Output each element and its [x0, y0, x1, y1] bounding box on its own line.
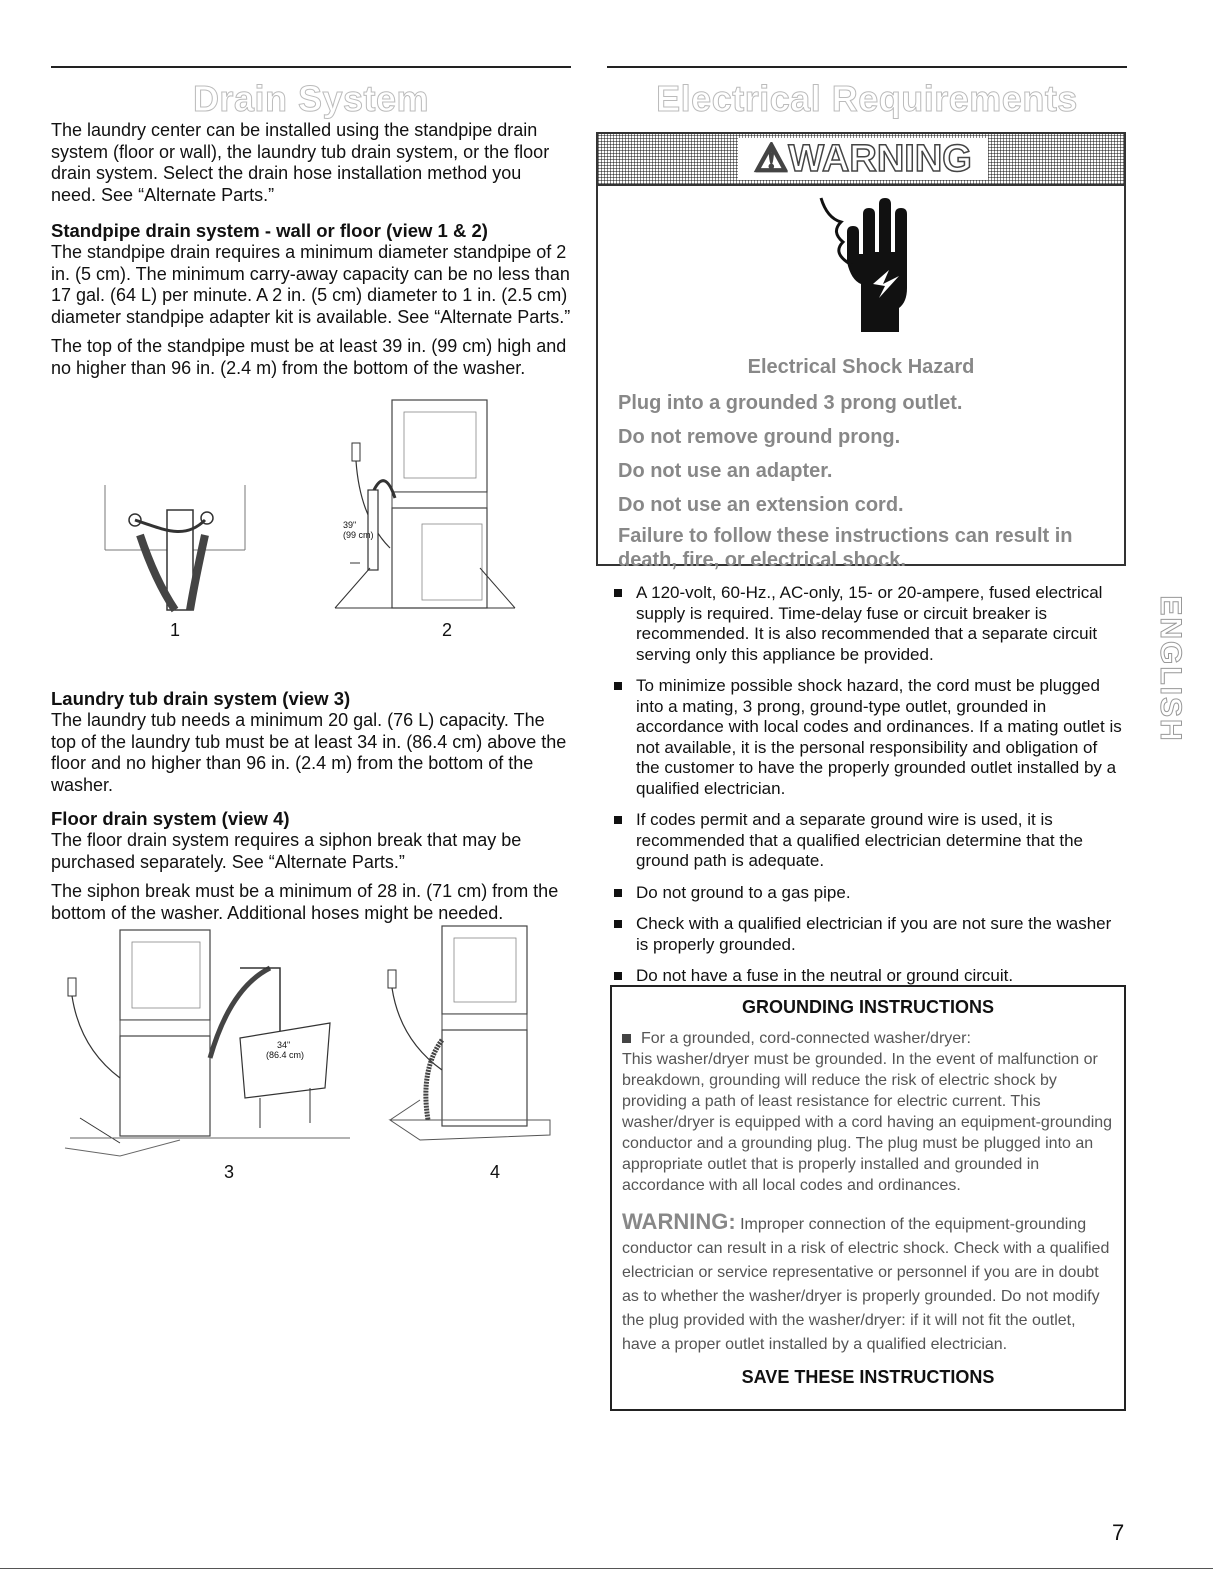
- list-item: If codes permit and a separate ground wire is used, it is recommended that a qualified electrician determine that the ground path is adequate.: [614, 810, 1124, 872]
- laundry-tub-p1: The laundry tub needs a minimum 20 gal. (76 L) capacity. The top of the laundry tub must be at least 34 in. (86.4 cm) above the floor and no higher than 96 in. (2.4 m) from the bottom of the washer.: [51, 710, 567, 795]
- right-top-rule: [607, 66, 1127, 68]
- bullet-icon: [614, 816, 622, 824]
- grounding-warning-label: WARNING:: [622, 1209, 736, 1234]
- figure-3-dim-b: (86.4 cm): [266, 1050, 305, 1060]
- figure-2-dim-a: 39": [343, 520, 357, 530]
- warning-word: ⚠WARNING: [738, 138, 988, 180]
- list-item: A 120-volt, 60-Hz., AC-only, 15- or 20-ampere, fused electrical supply is required. Time-delay fuse or circuit breaker is recommended. It is also recommended that a separate circuit serving only this appliance be provided.: [614, 583, 1124, 665]
- figure-1-number: 1: [170, 620, 181, 640]
- list-item: Do not have a fuse in the neutral or ground circuit.: [614, 966, 1124, 987]
- standpipe-p2: The top of the standpipe must be at least 39 in. (99 cm) high and no higher than 96 in. (2.4 m) from the bottom of the washer.: [51, 336, 567, 378]
- language-side-tab: ENGLISH: [1154, 595, 1187, 743]
- bullet-icon: [622, 1034, 631, 1043]
- grounding-title: GROUNDING INSTRUCTIONS: [742, 997, 994, 1017]
- left-top-rule: [51, 66, 571, 68]
- bullet-icon: [614, 889, 622, 897]
- figure-2-floor-standpipe: [330, 398, 520, 616]
- standpipe-p1: The standpipe drain requires a minimum diameter standpipe of 2 in. (5 cm). The minimum carry-away capacity can be no less than 17 gal. (64 L) per minute. A 2 in. (5 cm) diameter to 1 in. (2.5 cm) diameter standpipe adapter kit is available. See “Alternate Parts.”: [51, 242, 571, 327]
- hazard-line: Plug into a grounded 3 prong outlet.: [618, 392, 963, 414]
- figure-3-laundry-tub: [60, 928, 360, 1158]
- floor-drain-p2: The siphon break must be a minimum of 28 in. (71 cm) from the bottom of the washer. Additional hoses might be needed.: [51, 881, 559, 923]
- list-item: Do not ground to a gas pipe.: [614, 883, 1124, 904]
- hazard-line: Do not use an adapter.: [618, 460, 833, 482]
- grounding-lead: For a grounded, cord-connected washer/dryer:: [622, 1028, 1114, 1049]
- save-instructions: SAVE THESE INSTRUCTIONS: [741, 1367, 995, 1387]
- figure-3-number: 3: [224, 1162, 235, 1182]
- figure-1-wall-standpipe: [95, 480, 255, 615]
- list-item: Check with a qualified electrician if you are not sure the washer is properly grounded.: [614, 914, 1124, 955]
- grounding-warning: WARNING: Improper connection of the equipment-grounding conductor can result in a risk of electric shock. Check with a qualified electrician or service representative or personnel if you are in doubt as to whether the washer/dryer is properly grounded. Do not modify the plug provided with the washer/dryer: if it will not fit the outlet, have a proper outlet installed by a qualified electrician.: [622, 1209, 1110, 1353]
- warning-triangle-icon: ⚠: [754, 138, 789, 180]
- warning-banner: [598, 134, 1124, 186]
- bullet-icon: [614, 682, 622, 690]
- electrical-requirements-title: Electrical Requirements: [656, 78, 1078, 119]
- floor-drain-heading: Floor drain system (view 4): [51, 808, 290, 829]
- bottom-rule: [0, 1568, 1213, 1569]
- figure-2-dim-b: (99 cm): [343, 530, 374, 540]
- electrical-bullets: [614, 583, 1124, 998]
- floor-drain-p1: The floor drain system requires a siphon break that may be purchased separately. See “Alternate Parts.”: [51, 830, 522, 872]
- drain-intro: The laundry center can be installed using the standpipe drain system (floor or wall), the laundry tub drain system, or the floor drain system. Select the drain hose installation method you need. See “Alternate Parts.”: [51, 120, 550, 205]
- figure-3-dim-a: 34": [277, 1040, 291, 1050]
- drain-text-middle: [51, 688, 571, 932]
- figure-2-number: 2: [442, 620, 453, 640]
- warning-box: [596, 132, 1126, 571]
- hazard-line: Do not remove ground prong.: [618, 426, 901, 448]
- list-item: To minimize possible shock hazard, the cord must be plugged into a mating, 3 prong, ground-type outlet, grounded in accordance with local codes and ordinances. If a mating outlet is not available, it is the personal responsibility and obligation of the customer to have the properly grounded outlet installed by a qualified electrician.: [614, 676, 1124, 799]
- hazard-lines: [618, 388, 1118, 572]
- shock-hazard-icon: [813, 192, 923, 342]
- hazard-line: Do not use an extension cord.: [618, 494, 904, 516]
- hazard-title: Electrical Shock Hazard: [747, 356, 975, 378]
- grounding-body: This washer/dryer must be grounded. In the event of malfunction or breakdown, grounding will reduce the risk of electric shock by providing a path of least resistance for electric current. This washer/dryer is equipped with a cord having an equipment-grounding conductor and a grounding plug. The plug must be plugged into an appropriate outlet that is properly installed and grounded in accordance with all local codes and ordinances.: [622, 1051, 1113, 1194]
- page-number: 7: [1112, 1520, 1125, 1545]
- standpipe-heading: Standpipe drain system - wall or floor (view 1 & 2): [51, 220, 488, 241]
- grounding-instructions-box: [610, 985, 1126, 1411]
- hazard-line: Failure to follow these instructions can result in death, fire, or electrical shock.: [618, 525, 1073, 571]
- figure-4-number: 4: [490, 1162, 501, 1182]
- figure-4-floor-drain: [380, 920, 560, 1160]
- bullet-icon: [614, 972, 622, 980]
- bullet-icon: [614, 589, 622, 597]
- laundry-tub-heading: Laundry tub drain system (view 3): [51, 688, 351, 709]
- drain-text-top: [51, 120, 571, 387]
- drain-system-title: Drain System: [192, 78, 430, 119]
- bullet-icon: [614, 920, 622, 928]
